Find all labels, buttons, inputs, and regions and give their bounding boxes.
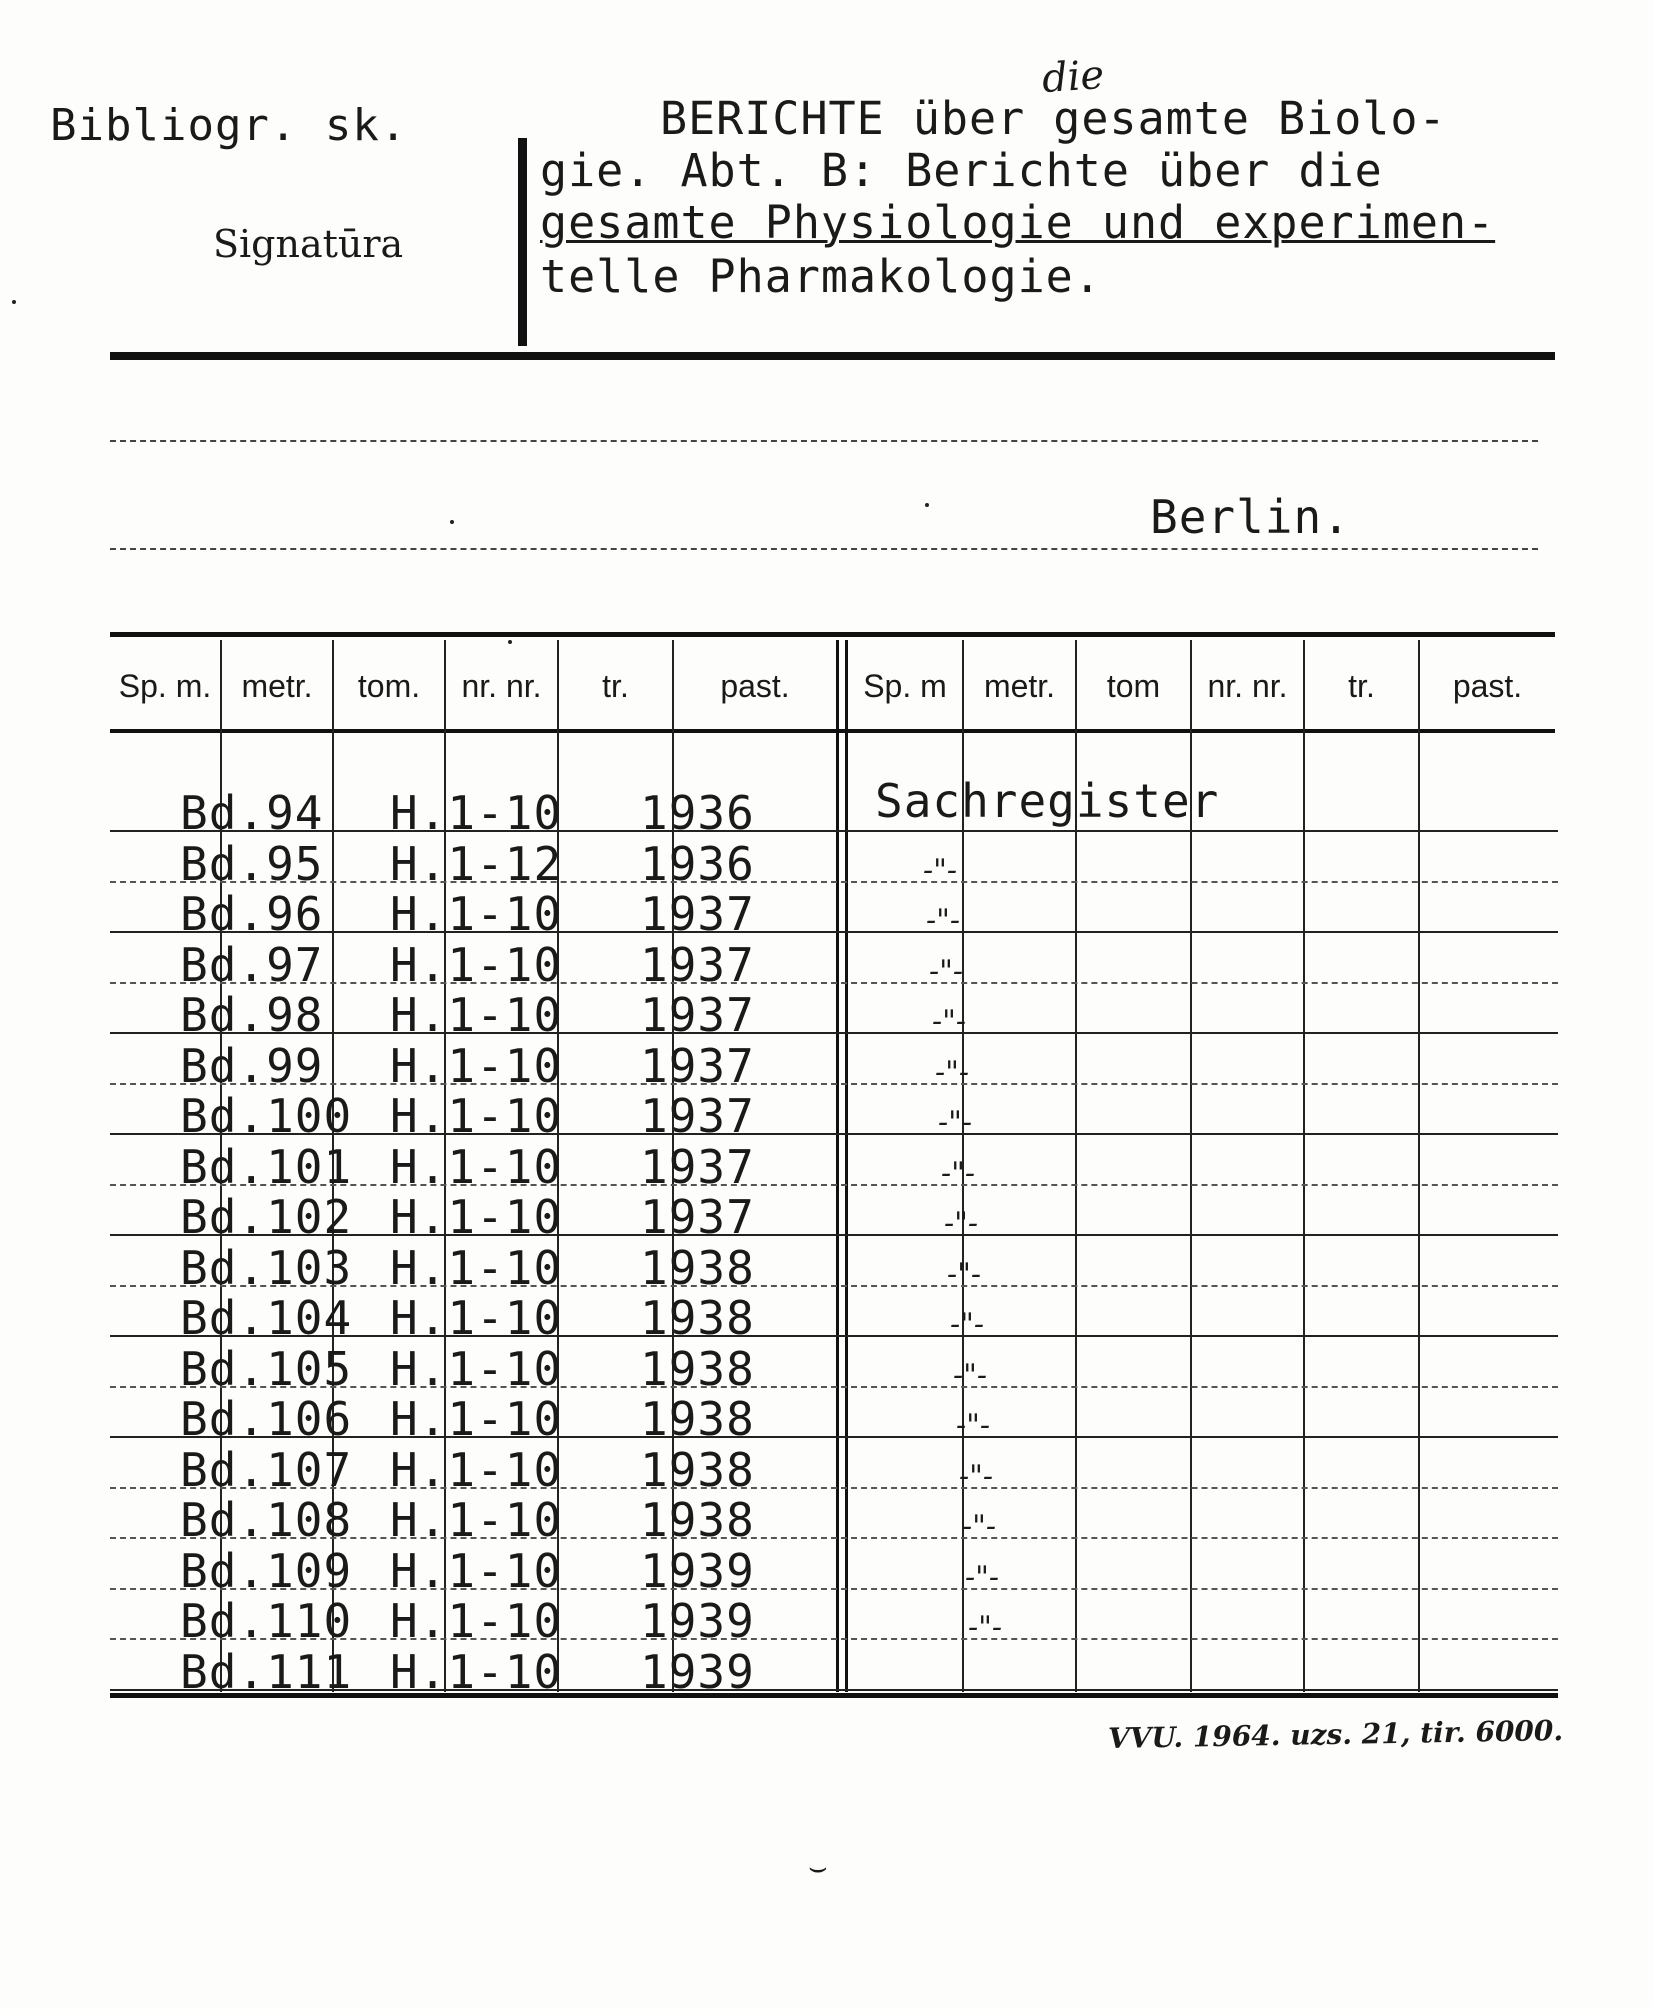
col-header: past. [1452,668,1523,704]
issue-range: H.1-10 [390,887,563,941]
title-line-1: BERICHTE über gesamte Biolo- [660,92,1447,145]
ditto-mark: -"- [962,1509,997,1544]
volume-number: Bd.100 [180,1089,353,1143]
issue-range: H.1-10 [390,786,563,840]
volume-year: 1939 [640,1594,755,1648]
issue-range: H.1-10 [390,1139,563,1194]
volume-number: Bd.96 [180,887,324,941]
volume-number: Bd.98 [180,988,324,1042]
ditto-mark: -"- [959,1458,994,1494]
col-header: tr. [602,668,629,704]
volume-year: 1938 [640,1493,755,1547]
ditto-mark: -"- [923,852,958,888]
volume-number: Bd.94 [180,786,324,840]
blank-rule [110,440,1538,442]
volume-year: 1937 [640,1139,755,1194]
volume-year: 1937 [640,937,755,992]
ditto-mark: -"- [968,1610,1003,1645]
issue-range: H.1-10 [390,1594,563,1648]
ditto-mark: -"- [944,1206,979,1241]
col-header: metr. [241,668,313,704]
print-run-note: VVU. 1964. uzs. 21, tir. 6000. [1107,1714,1564,1755]
ditto-mark: -"- [947,1256,982,1292]
signatura-label: Signatūra [213,222,404,266]
column-divider [1418,640,1420,1692]
scan-speck [508,640,512,644]
ditto-mark: -"- [932,1004,967,1039]
issue-range: H.1-10 [390,1089,563,1143]
index-note: Sachregister [875,774,1220,828]
ditto-mark: -"- [938,1105,973,1140]
volume-number: Bd.105 [180,1341,353,1396]
ditto-mark: -"- [956,1408,991,1443]
col-header: metr. [983,668,1056,704]
ditto-mark: -"- [935,1054,970,1090]
scan-mark: ⌣ [808,1850,828,1885]
col-header: past. [720,668,790,704]
volume-year: 1937 [640,988,755,1042]
col-header: Sp. m [863,668,947,704]
issue-range: H.1-10 [390,937,563,992]
ditto-mark: -"- [953,1357,988,1393]
volume-number: Bd.95 [180,836,324,891]
volume-year: 1936 [640,786,755,840]
issue-range: H.1-10 [390,1291,563,1345]
ditto-mark: -"- [965,1559,1000,1595]
volume-number: Bd.102 [180,1190,353,1244]
issue-range: H.1-10 [390,1392,563,1446]
volume-number: Bd.99 [180,1038,324,1093]
col-header: tom [1106,668,1161,704]
volume-number: Bd.104 [180,1291,353,1345]
issue-range: H.1-10 [390,1038,563,1093]
title-line-3 [540,196,1495,249]
column-divider [1303,640,1305,1692]
volume-year: 1937 [640,1089,755,1143]
volume-number: Bd.109 [180,1543,353,1598]
issue-range: H.1-10 [390,1190,563,1244]
issue-range: H.1-10 [390,1341,563,1396]
volume-number: Bd.111 [180,1644,353,1699]
scan-speck [450,520,454,524]
row-rule [110,982,1558,984]
title-line-3-text: gesamte Physiologie und experimen- [540,196,1496,249]
scan-speck [12,300,16,304]
title-rule [110,352,1555,360]
volume-year: 1937 [640,887,755,941]
issue-range: H.1-12 [390,836,563,891]
volume-year: 1937 [640,1190,755,1244]
volume-year: 1939 [640,1644,755,1699]
issue-range: H.1-10 [390,988,563,1042]
issue-range: H.1-10 [390,1240,563,1295]
col-header: tom. [357,668,421,704]
column-divider-double [836,640,839,1692]
ditto-mark: -"- [929,953,964,989]
issue-range: H.1-10 [390,1493,563,1547]
row-rule [110,881,1558,883]
issue-range: H.1-10 [390,1644,563,1699]
volume-year: 1938 [640,1392,755,1446]
column-divider-double [845,640,848,1692]
row-rule [110,1083,1558,1085]
place-rule [110,548,1538,550]
volume-number: Bd.106 [180,1392,353,1446]
row-rule [110,830,1558,832]
issue-range: H.1-10 [390,1442,563,1497]
volume-year: 1938 [640,1240,755,1295]
volume-year: 1938 [640,1341,755,1396]
volume-number: Bd.108 [180,1493,353,1547]
volume-year: 1937 [640,1038,755,1093]
volume-number: Bd.101 [180,1139,353,1194]
table-header-rule [110,729,1555,733]
row-rule [110,931,1558,933]
col-header: nr. nr. [1207,668,1288,704]
issue-range: H.1-10 [390,1543,563,1598]
volume-year: 1938 [640,1442,755,1497]
catalog-section-heading: Bibliogr. sk. [50,100,408,151]
ditto-mark: -"- [941,1155,976,1191]
col-header: nr. nr. [461,668,542,704]
table-top-rule [110,632,1555,637]
volume-year: 1938 [640,1291,755,1345]
ditto-mark: -"- [950,1307,985,1342]
scan-speck [925,503,929,507]
volume-year: 1939 [640,1543,755,1598]
handwritten-insert: die [1040,51,1106,103]
title-line-4: telle Pharmakologie. [540,250,1102,303]
volume-number: Bd.97 [180,937,324,992]
volume-number: Bd.110 [180,1594,353,1648]
col-header: Sp. m. [118,668,212,704]
title-line-2: gie. Abt. B: Berichte über die [540,144,1383,197]
header-divider [518,138,527,346]
col-header: tr. [1348,668,1375,704]
volume-number: Bd.107 [180,1442,353,1497]
row-rule [110,1032,1558,1034]
place-of-publication: Berlin. [1150,490,1351,544]
volume-year: 1936 [640,836,755,891]
ditto-mark: -"- [926,903,961,938]
volume-number: Bd.103 [180,1240,353,1295]
